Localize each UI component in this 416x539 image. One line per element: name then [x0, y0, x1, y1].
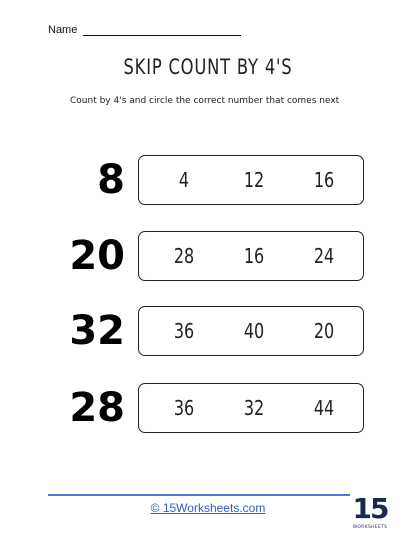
answer-option[interactable]: 28 [173, 244, 195, 268]
problem-row [0, 380, 416, 436]
logo-wordmark: WORKSHEETS [352, 525, 388, 530]
answer-option[interactable]: 32 [243, 396, 265, 420]
answer-options-box [138, 155, 364, 205]
problem-row [0, 303, 416, 359]
name-row [48, 24, 241, 36]
name-blank-line [83, 25, 241, 36]
worksheet-title: SKIP COUNT BY 4'S [123, 55, 293, 79]
footer-divider [48, 494, 368, 496]
answer-option[interactable]: 36 [173, 319, 195, 343]
answer-option[interactable]: 44 [313, 396, 335, 420]
starting-number: 20 [69, 233, 125, 279]
site-logo [350, 494, 390, 536]
starting-number: 32 [69, 308, 125, 354]
answer-option[interactable]: 16 [243, 244, 265, 268]
problem-row [0, 228, 416, 284]
logo-number: 15 [352, 492, 388, 525]
copyright-link[interactable]: © 15Worksheets.com [150, 501, 266, 515]
answer-options-box [138, 383, 364, 433]
name-label: Name [48, 24, 78, 36]
answer-option[interactable]: 24 [313, 244, 335, 268]
answer-options-box [138, 306, 364, 356]
answer-option[interactable]: 16 [313, 168, 335, 192]
answer-option[interactable]: 36 [173, 396, 195, 420]
answer-options-box [138, 231, 364, 281]
instructions-text: Count by 4's and circle the correct number that comes next [70, 96, 340, 106]
answer-option[interactable]: 20 [313, 319, 335, 343]
answer-option[interactable]: 40 [243, 319, 265, 343]
answer-option[interactable]: 12 [243, 168, 265, 192]
answer-option[interactable]: 4 [178, 168, 190, 192]
starting-number: 28 [69, 385, 125, 431]
problem-row [0, 152, 416, 208]
starting-number: 8 [97, 157, 125, 203]
